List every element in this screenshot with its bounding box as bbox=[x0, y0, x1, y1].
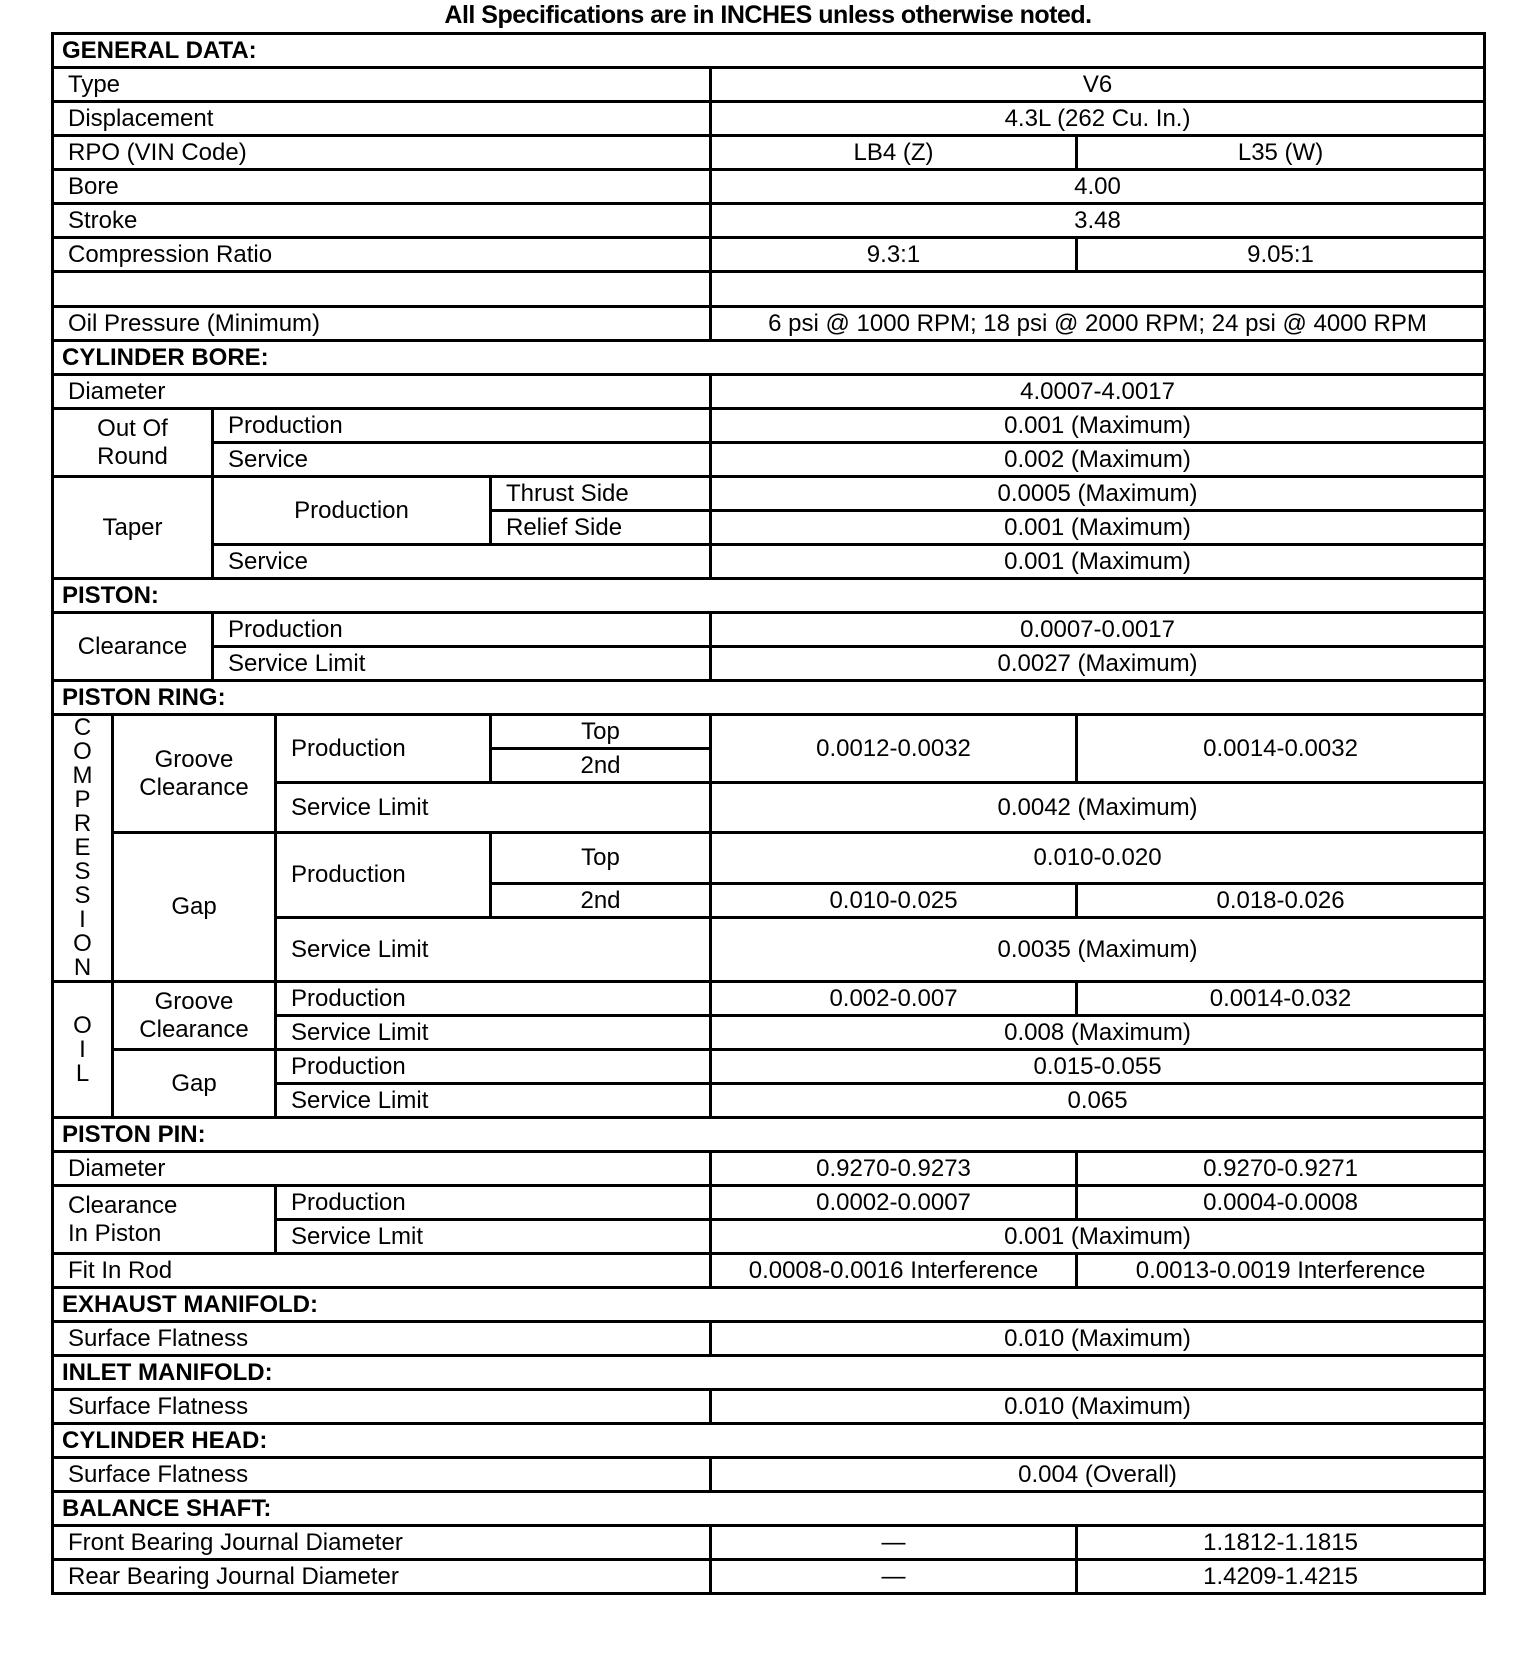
out-of-round-label bbox=[53, 409, 213, 477]
vertical-letter: P bbox=[74, 786, 91, 813]
table-row bbox=[53, 409, 1485, 443]
vertical-letter: S bbox=[74, 882, 91, 909]
spec-label: Production bbox=[276, 833, 491, 918]
spec-value: 0.0007-0.0017 bbox=[711, 613, 1485, 647]
table-row bbox=[53, 68, 1485, 102]
table-row bbox=[53, 170, 1485, 204]
section-title: CYLINDER HEAD: bbox=[53, 1424, 1485, 1458]
table-row bbox=[53, 1254, 1485, 1288]
spec-value-l35: L35 (W) bbox=[1077, 136, 1485, 170]
gap-label: Gap bbox=[113, 1050, 276, 1118]
spec-label: Thrust Side bbox=[491, 477, 711, 511]
table-row bbox=[53, 102, 1485, 136]
vertical-letter: M bbox=[72, 762, 93, 789]
spec-value: 4.0007-4.0017 bbox=[711, 375, 1485, 409]
groove-clearance-label bbox=[113, 982, 276, 1050]
spec-label: Top bbox=[491, 833, 711, 884]
table-row bbox=[53, 1390, 1485, 1424]
spec-label: Front Bearing Journal Diameter bbox=[53, 1526, 711, 1560]
label-line: Groove bbox=[154, 987, 234, 1015]
spec-label: Type bbox=[53, 68, 711, 102]
table-row bbox=[53, 1458, 1485, 1492]
vertical-letter: O bbox=[73, 738, 92, 765]
table-row bbox=[53, 443, 1485, 477]
spec-value: 0.015-0.055 bbox=[711, 1050, 1485, 1084]
table-row bbox=[53, 613, 1485, 647]
spec-value-lb4: 0.0002-0.0007 bbox=[711, 1186, 1077, 1220]
page-header: All Specifications are in INCHES unless otherwise noted. bbox=[444, 1, 1092, 29]
spec-label: Surface Flatness bbox=[53, 1390, 711, 1424]
spec-value-lb4: 0.9270-0.9273 bbox=[711, 1152, 1077, 1186]
spec-value: 0.010 (Maximum) bbox=[711, 1390, 1485, 1424]
vertical-letter: O bbox=[73, 1011, 92, 1039]
spec-value: 0.001 (Maximum) bbox=[711, 409, 1485, 443]
spec-label: Service Limit bbox=[276, 783, 711, 833]
label-line: Clearance bbox=[139, 773, 249, 801]
spec-value-l35: 0.9270-0.9271 bbox=[1077, 1152, 1485, 1186]
oil-vertical-label bbox=[53, 982, 113, 1118]
label-line: Out Of bbox=[97, 414, 168, 442]
label-line: In Piston bbox=[68, 1219, 162, 1247]
spec-value: 0.010 (Maximum) bbox=[711, 1322, 1485, 1356]
spec-value-lb4: 9.3:1 bbox=[711, 238, 1077, 272]
table-row bbox=[53, 375, 1485, 409]
spec-value: 3.48 bbox=[711, 204, 1485, 238]
table-row bbox=[53, 647, 1485, 681]
spec-value: 4.00 bbox=[711, 170, 1485, 204]
spec-value-lb4: — bbox=[711, 1560, 1077, 1594]
section-general-data bbox=[53, 34, 1485, 68]
table-row bbox=[53, 1526, 1485, 1560]
spec-label: Displacement bbox=[53, 102, 711, 136]
section-piston bbox=[53, 579, 1485, 613]
spec-value-l35: 0.0014-0.032 bbox=[1077, 982, 1485, 1016]
section-exhaust-manifold bbox=[53, 1288, 1485, 1322]
spec-label: Compression Ratio bbox=[53, 238, 711, 272]
spec-label: RPO (VIN Code) bbox=[53, 136, 711, 170]
spec-value: 0.008 (Maximum) bbox=[711, 1016, 1485, 1050]
spec-label: 2nd bbox=[491, 749, 711, 783]
table-row bbox=[53, 238, 1485, 272]
specifications-table bbox=[51, 32, 1486, 1595]
spec-label: Production bbox=[213, 613, 711, 647]
spec-label: Production bbox=[213, 409, 711, 443]
spec-value: 0.002 (Maximum) bbox=[711, 443, 1485, 477]
section-title: PISTON PIN: bbox=[53, 1118, 1485, 1152]
spec-label: Stroke bbox=[53, 204, 711, 238]
spec-label: Oil Pressure (Minimum) bbox=[53, 307, 711, 341]
section-title: PISTON RING: bbox=[53, 681, 1485, 715]
section-balance-shaft bbox=[53, 1492, 1485, 1526]
spec-label: Surface Flatness bbox=[53, 1322, 711, 1356]
vertical-letter: E bbox=[74, 834, 91, 861]
table-row bbox=[53, 545, 1485, 579]
section-title: BALANCE SHAFT: bbox=[53, 1492, 1485, 1526]
table-row bbox=[53, 1322, 1485, 1356]
blank-cell bbox=[711, 272, 1485, 307]
table-row bbox=[53, 307, 1485, 341]
spec-label: Service Limit bbox=[213, 647, 711, 681]
compression-vertical-label bbox=[53, 715, 113, 982]
vertical-letter: I bbox=[79, 1035, 86, 1063]
spec-value: 0.001 (Maximum) bbox=[711, 1220, 1485, 1254]
spec-value: 0.001 (Maximum) bbox=[711, 545, 1485, 579]
spec-label: Production bbox=[276, 1186, 711, 1220]
spec-value-l35: 1.4209-1.4215 bbox=[1077, 1560, 1485, 1594]
spec-label: Service bbox=[213, 545, 711, 579]
section-title: EXHAUST MANIFOLD: bbox=[53, 1288, 1485, 1322]
spec-value-l35: 0.0014-0.0032 bbox=[1077, 715, 1485, 783]
spec-value: 0.004 (Overall) bbox=[711, 1458, 1485, 1492]
spec-value-l35: 0.018-0.026 bbox=[1077, 884, 1485, 918]
table-row bbox=[53, 136, 1485, 170]
groove-clearance-label bbox=[113, 715, 276, 833]
section-cylinder-bore bbox=[53, 341, 1485, 375]
spec-value-lb4: — bbox=[711, 1526, 1077, 1560]
spec-value-l35: 9.05:1 bbox=[1077, 238, 1485, 272]
spec-value: 0.0042 (Maximum) bbox=[711, 783, 1485, 833]
section-title: PISTON: bbox=[53, 579, 1485, 613]
table-row bbox=[53, 715, 1485, 749]
spec-value-lb4: LB4 (Z) bbox=[711, 136, 1077, 170]
spec-label: Bore bbox=[53, 170, 711, 204]
table-row bbox=[53, 1050, 1485, 1084]
table-row bbox=[53, 1186, 1485, 1220]
gap-label: Gap bbox=[113, 833, 276, 982]
table-row bbox=[53, 982, 1485, 1016]
spec-label: Service bbox=[213, 443, 711, 477]
spec-label: Service Limit bbox=[276, 1084, 711, 1118]
section-title: INLET MANIFOLD: bbox=[53, 1356, 1485, 1390]
vertical-letter: S bbox=[74, 858, 91, 885]
table-row bbox=[53, 833, 1485, 884]
spec-label: Service Limit bbox=[276, 1016, 711, 1050]
section-piston-pin bbox=[53, 1118, 1485, 1152]
spec-value: 6 psi @ 1000 RPM; 18 psi @ 2000 RPM; 24 psi @ 4000 RPM bbox=[711, 307, 1485, 341]
label-line: Round bbox=[97, 442, 168, 470]
section-cylinder-head bbox=[53, 1424, 1485, 1458]
section-inlet-manifold bbox=[53, 1356, 1485, 1390]
section-title: CYLINDER BORE: bbox=[53, 341, 1485, 375]
spec-value: V6 bbox=[711, 68, 1485, 102]
spec-label: Diameter bbox=[53, 1152, 711, 1186]
spec-value: 0.0005 (Maximum) bbox=[711, 477, 1485, 511]
spec-value: 0.010-0.020 bbox=[711, 833, 1485, 884]
label-line: Clearance bbox=[68, 1191, 178, 1219]
spec-value-l35: 1.1812-1.1815 bbox=[1077, 1526, 1485, 1560]
table-row bbox=[53, 1560, 1485, 1594]
spec-value: 0.065 bbox=[711, 1084, 1485, 1118]
spec-label: Service Limit bbox=[276, 918, 711, 982]
vertical-letter: I bbox=[79, 906, 86, 933]
spec-value: 4.3L (262 Cu. In.) bbox=[711, 102, 1485, 136]
section-title: GENERAL DATA: bbox=[53, 34, 1485, 68]
vertical-letter: L bbox=[75, 1059, 90, 1087]
spec-label: Relief Side bbox=[491, 511, 711, 545]
vertical-letter: C bbox=[73, 714, 92, 741]
taper-label: Taper bbox=[53, 477, 213, 579]
spec-value: 0.0035 (Maximum) bbox=[711, 918, 1485, 982]
spec-label: 2nd bbox=[491, 884, 711, 918]
table-row bbox=[53, 477, 1485, 511]
spec-label: Rear Bearing Journal Diameter bbox=[53, 1560, 711, 1594]
spec-value-lb4: 0.0012-0.0032 bbox=[711, 715, 1077, 783]
spec-value-lb4: 0.010-0.025 bbox=[711, 884, 1077, 918]
vertical-letter: N bbox=[73, 954, 92, 981]
spec-label: Diameter bbox=[53, 375, 711, 409]
spec-value-lb4: 0.0008-0.0016 Interference bbox=[711, 1254, 1077, 1288]
label-line: Groove bbox=[154, 745, 234, 773]
spec-label: Production bbox=[276, 982, 711, 1016]
spec-value-l35: 0.0004-0.0008 bbox=[1077, 1186, 1485, 1220]
vertical-letter: R bbox=[73, 810, 92, 837]
spec-value: 0.001 (Maximum) bbox=[711, 511, 1485, 545]
clearance-label: Clearance bbox=[53, 613, 213, 681]
vertical-letter: O bbox=[73, 930, 92, 957]
spec-value-lb4: 0.002-0.007 bbox=[711, 982, 1077, 1016]
spec-label: Fit In Rod bbox=[53, 1254, 711, 1288]
spec-label: Top bbox=[491, 715, 711, 749]
spec-label: Surface Flatness bbox=[53, 1458, 711, 1492]
table-row bbox=[53, 1152, 1485, 1186]
table-row bbox=[53, 204, 1485, 238]
blank-cell bbox=[53, 272, 711, 307]
spec-value: 0.0027 (Maximum) bbox=[711, 647, 1485, 681]
clearance-in-piston-label bbox=[53, 1186, 276, 1254]
spec-label: Production bbox=[276, 715, 491, 783]
section-piston-ring bbox=[53, 681, 1485, 715]
spec-label: Production bbox=[276, 1050, 711, 1084]
spec-value-l35: 0.0013-0.0019 Interference bbox=[1077, 1254, 1485, 1288]
blank-row bbox=[53, 272, 1485, 307]
spec-label: Production bbox=[213, 477, 491, 545]
label-line: Clearance bbox=[139, 1015, 249, 1043]
spec-label: Service Lmit bbox=[276, 1220, 711, 1254]
